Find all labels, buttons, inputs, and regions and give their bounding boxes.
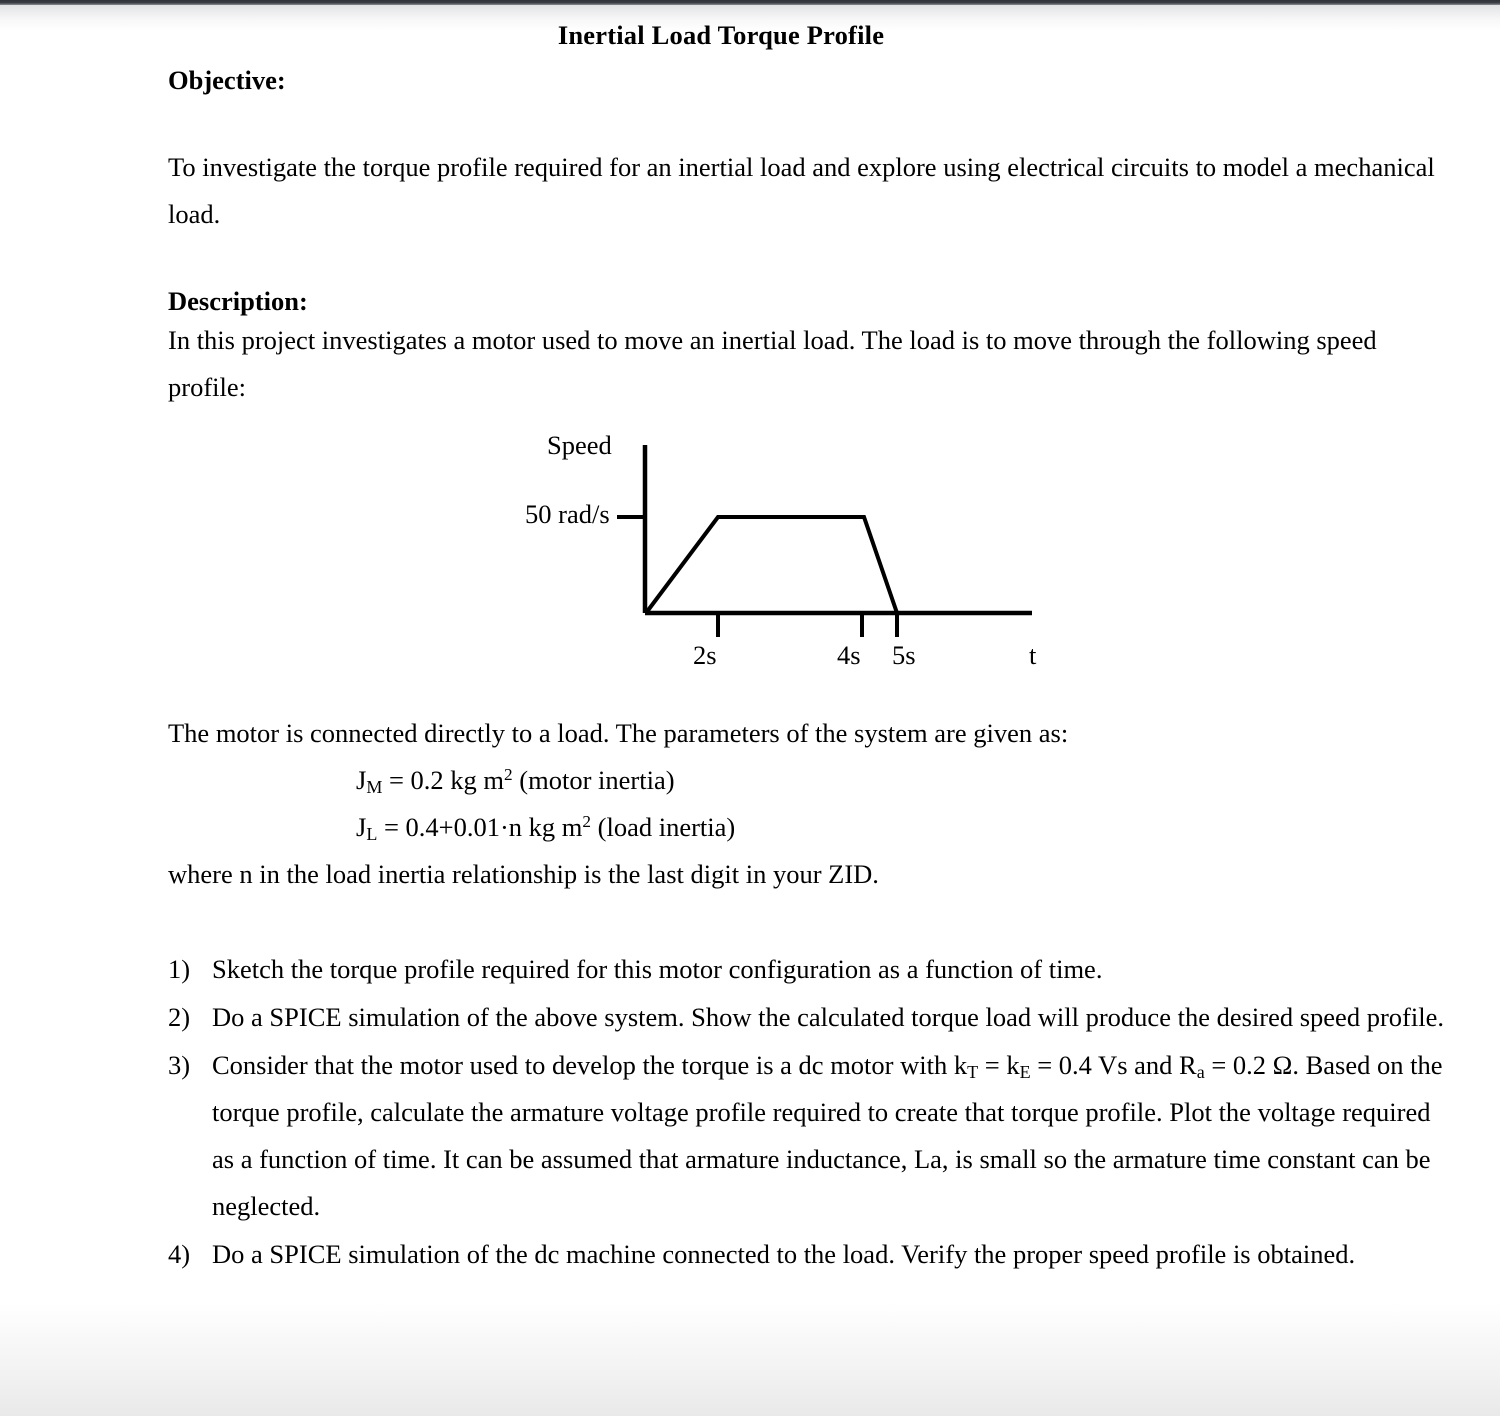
motor-inertia-note: (motor inertia) (512, 765, 675, 795)
x-axis-label: t (1029, 640, 1037, 670)
task-text-4: Do a SPICE simulation of the dc machine connected to the load. Verify the proper speed profile is obtained. (212, 1239, 1356, 1269)
motor-inertia-symbol: J (356, 765, 367, 795)
task-item-4 (0, 1231, 1500, 1278)
objective-heading: Objective: (168, 65, 286, 95)
load-inertia-power: 2 (582, 812, 592, 832)
task-3-subscript-t: T (967, 1061, 979, 1082)
x-tick-label-4s: 4s (837, 640, 861, 670)
task-text-3b: = k (978, 1050, 1020, 1080)
task-text-2: Do a SPICE simulation of the above system. Show the calculated torque load will produce the desired speed profile. (212, 1002, 1444, 1032)
speed-profile-figure (0, 425, 1500, 680)
equation-motor-inertia (0, 757, 1500, 804)
task-item-3 (0, 1042, 1500, 1230)
task-item-1 (0, 946, 1500, 993)
equation-load-inertia (0, 804, 1500, 851)
task-text-3c: = 0.4 Vs and R (1030, 1050, 1197, 1080)
x-tick-label-5s: 5s (892, 640, 916, 670)
task-list (0, 946, 1500, 1278)
task-text-3d: = 0.2 Ω. Based on the torque profile, calculate the armature voltage profile required to create that torque profile. Plot the voltage required as a function of time. It can be assumed that armature inductance, La, is small so the armature time constant can be neglected. (212, 1050, 1443, 1221)
speed-profile-chart (0, 425, 1500, 680)
x-tick-label-2s: 2s (693, 640, 717, 670)
task-3-subscript-e: E (1019, 1061, 1031, 1082)
task-marker-2: 2) (168, 1002, 191, 1032)
y-tick-label-50: 50 rad/s (525, 499, 610, 529)
description-heading: Description: (168, 286, 308, 316)
motor-inertia-subscript: M (366, 776, 383, 797)
zid-note: where n in the load inertia relationship is the last digit in your ZID. (168, 859, 879, 889)
load-inertia-subscript: L (366, 823, 378, 844)
motor-inertia-value: = 0.2 kg m (382, 765, 505, 795)
task-text-1: Sketch the torque profile required for this motor configuration as a function of time. (212, 954, 1103, 984)
task-marker-4: 4) (168, 1239, 191, 1269)
load-inertia-note: (load inertia) (591, 812, 736, 842)
y-axis-label: Speed (547, 430, 612, 460)
motor-inertia-power: 2 (504, 765, 513, 785)
page-title: Inertial Load Torque Profile (557, 20, 885, 50)
task-item-2 (0, 994, 1500, 1041)
load-inertia-value: = 0.4+0.01·n kg m (377, 812, 583, 842)
task-3-subscript-a: a (1196, 1061, 1205, 1082)
speed-profile-trace (646, 517, 897, 613)
description-text: In this project investigates a motor used to move an inertial load. The load is to move through the following speed profile: (168, 325, 1377, 402)
objective-text: To investigate the torque profile required for an inertial load and explore using electrical circuits to model a mechanical load. (168, 152, 1435, 229)
load-inertia-symbol: J (356, 812, 367, 842)
task-marker-3: 3) (168, 1050, 191, 1080)
parameters-intro: The motor is connected directly to a load. The parameters of the system are given as: (168, 718, 1069, 748)
task-marker-1: 1) (168, 954, 191, 984)
task-text-3a: Consider that the motor used to develop the torque is a dc motor with k (212, 1050, 968, 1080)
